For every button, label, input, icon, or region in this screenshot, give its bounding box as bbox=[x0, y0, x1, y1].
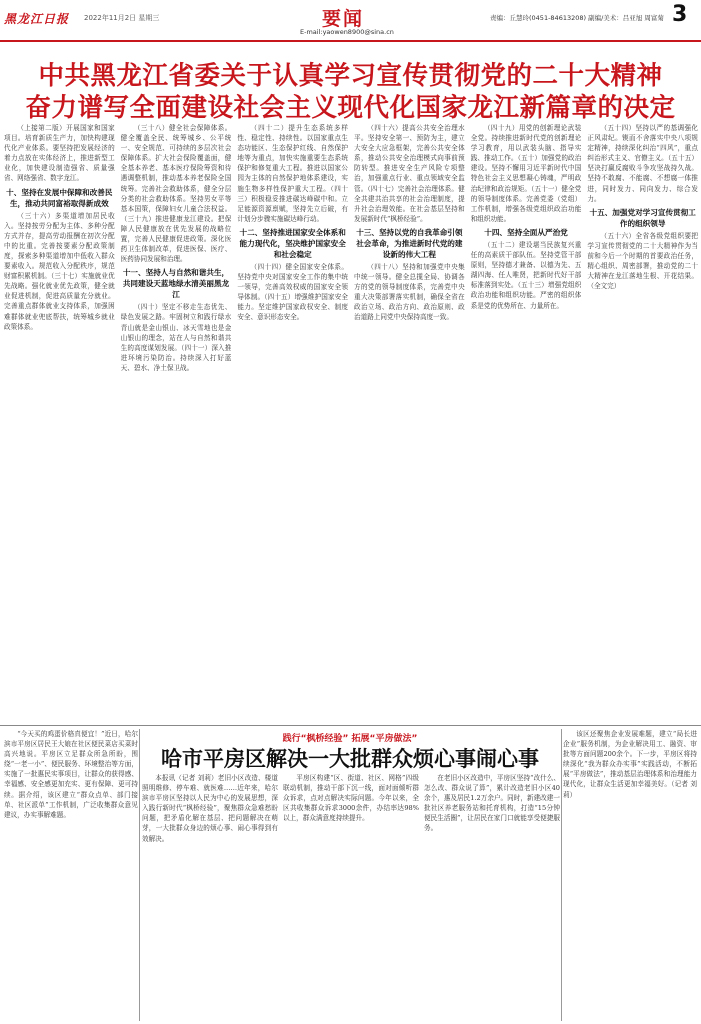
paragraph: （四十六）提高公共安全治理水平。坚持安全第一、预防为主，建立大安全大应急框架，完善公共安全体系，推动公共安全治理模式向事前预防转型。推进安全生产风险专项整治，加强重点行业、重点领域安全监管。（四十七）完善社会治理体系。健全共建共治共享的社会治理制度，提升社会治理效能。在社会基层坚持和发展新时代“枫桥经验”。 bbox=[354, 124, 465, 223]
paragraph: 平房区构建“区、街道、社区、网格”四级联动机制，推动干部下沉一线，面对面倾听群众诉求，点对点解决实际问题。今年以来，全区共收集群众诉求3000余件，办结率达98%以上，群众满意度持续提升。 bbox=[283, 774, 419, 823]
editor-credits: 责编：丘慧玲(0451-84613208) 副编/美术：吕亚旭 周富菊 bbox=[490, 14, 664, 22]
paragraph: “今天买的鸡蛋价格真便宜！”近日，哈尔滨市平房区居民王大娘在社区便民菜店买菜时高兴地说。平房区立足群众所急所盼，围绕“一老一小”、便民服务、环境整治等方面，实施了一批惠民实事项目，让群众的获得感、幸福感、安全感更加充实、更有保障、更可持续。据介绍，该区建立“群众点单、部门接单、社区派单”工作机制，广泛收集群众意见建议，办实事解难题。 bbox=[4, 730, 138, 819]
subheading: 十二、坚持推进国家安全体系和能力现代化，坚决维护国家安全和社会稳定 bbox=[239, 227, 346, 259]
section-title: 要闻 bbox=[322, 8, 365, 30]
paragraph: 该区还聚焦企业发展难题，建立“局长进企业”服务机制，为企业解决用工、融资、审批等方面问题200余个。下一步，平房区将持续深化“我为群众办实事”实践活动，不断拓展“平房做法”，推动基层治理体系和治理能力现代化，让群众生活更加幸福美好。（记者 刘莉） bbox=[563, 730, 697, 799]
story-kicker: 践行“枫桥经验” 拓展“平房做法” bbox=[282, 734, 418, 744]
paragraph: 在老旧小区改造中，平房区坚持“改什么、怎么改、群众说了算”，累计改造老旧小区40余个，惠及居民1.2万余户。同时，新建改建一批社区养老服务站和托育机构，打造“15分钟便民生活圈”，让居民在家门口就能享受便捷服务。 bbox=[424, 774, 560, 833]
subheading: 十四、坚持全面从严治党 bbox=[484, 227, 568, 237]
paragraph: （上接第二版）开展国家和国家项目。培育新质生产力，加快构建现代化产业体系。要坚持把发展经济的着力点放在实体经济上，推进新型工业化，加快建设制造强省、质量强省、网络强省、数字龙江。 bbox=[4, 124, 115, 183]
subheading: 十三、坚持以党的自我革命引领社会革命，为推进新时代党的建设新的伟大工程 bbox=[356, 227, 463, 259]
newspaper-logo: 黑龙江日报 bbox=[4, 12, 70, 26]
paragraph: （四十二）提升生态系统多样性、稳定性、持续性。以国家重点生态功能区、生态保护红线、自然保护地等为重点，加快实施重要生态系统保护和修复重大工程。推进以国家公园为主体的自然保护地体系建设，实施生物多样性保护重大工程。（四十三）积极稳妥推进碳达峰碳中和。立足能源资源禀赋，坚持先立后破，有计划分步骤实施碳达峰行动。 bbox=[237, 124, 349, 223]
article-column-4 bbox=[354, 123, 465, 723]
paragraph: （四十四）健全国家安全体系。坚持党中央对国家安全工作的集中统一领导，完善高效权威的国家安全领导体制。（四十五）增强维护国家安全能力。坚定维护国家政权安全、制度安全、意识形态安全。 bbox=[237, 262, 349, 322]
page-number: 3 bbox=[672, 2, 688, 27]
headline-line-1: 中共黑龙江省委关于认真学习宣传贯彻党的二十大精神 bbox=[38, 61, 663, 91]
article-column-1 bbox=[4, 123, 115, 723]
story-column-2 bbox=[283, 773, 419, 1021]
story-column-3 bbox=[424, 773, 560, 1021]
column-rule bbox=[561, 729, 562, 1021]
article-column-3 bbox=[237, 123, 348, 723]
headline-line-2: 奋力谱写全面建设社会主义现代化国家龙江新篇章的决定 bbox=[25, 93, 676, 123]
paragraph: （三十八）健全社会保障体系。健全覆盖全民、统筹城乡、公平统一、安全规范、可持续的多层次社会保障体系。扩大社会保险覆盖面，健全基本养老、基本医疗保险筹资和待遇调整机制，推动基本养老保险全国统筹。完善社会救助体系，健全分层分类的社会救助体系。坚持男女平等基本国策，保障妇女儿童合法权益。（三十九）推进健康龙江建设。把保障人民健康放在优先发展的战略位置，完善人民健康促进政策。深化医药卫生体制改革，促进医保、医疗、医药协同发展和治理。 bbox=[120, 124, 232, 264]
lower-left-column bbox=[4, 729, 138, 1019]
paragraph: （五十四）坚持以严的基调强化正风肃纪。锲而不舍落实中央八项规定精神，持续深化纠治“四风”，重点纠治形式主义、官僚主义。（五十五）坚决打赢反腐败斗争攻坚战持久战。坚持不敢腐、不能腐、不想腐一体推进，同时发力、同向发力、综合发力。 bbox=[587, 124, 699, 203]
issue-date: 2022年11月2日 星期三 bbox=[84, 14, 160, 22]
section-divider bbox=[0, 725, 701, 726]
paragraph: （四十八）坚持和加强党中央集中统一领导。健全总揽全局、协调各方的党的领导制度体系，完善党中央重大决策部署落实机制，确保全省在政治立场、政治方向、政治原则、政治道路上同党中央保持高度一致。 bbox=[354, 262, 465, 322]
section-email: E-mail:yaowen8900@sina.cn bbox=[300, 28, 394, 36]
story-body bbox=[142, 773, 560, 1021]
subheading: 十五、加强党对学习宣传贯彻工作的组织领导 bbox=[589, 207, 696, 228]
paragraph: （五十二）建设堪当民族复兴重任的高素质干部队伍。坚持党管干部原则，坚持德才兼备、以德为先、五湖四海、任人唯贤，把新时代好干部标准落到实处。（五十三）增强党组织政治功能和组织功能。严密的组织体系是党的优势所在、力量所在。 bbox=[470, 240, 582, 310]
article-column-2 bbox=[121, 123, 232, 723]
main-article-columns bbox=[4, 123, 698, 723]
subheading: 十一、坚持人与自然和谐共生，共同建设天蓝地绿水清美丽黑龙江 bbox=[122, 268, 230, 300]
story-column-1 bbox=[142, 773, 278, 1021]
paragraph: （四十）坚定不移走生态优先、绿色发展之路。牢固树立和践行绿水青山就是金山银山、冰天雪地也是金山银山的理念，站在人与自然和谐共生的高度谋划发展。（四十一）深入推进环境污染防治。持续深入打好蓝天、碧水、净土保卫战。 bbox=[120, 303, 232, 372]
article-column-5 bbox=[471, 123, 582, 723]
paragraph: （五十六）全省各级党组织要把学习宣传贯彻党的二十大精神作为当前和今后一个时期的首要政治任务，精心组织、周密部署，推动党的二十大精神在龙江落地生根、开花结果。（全文完） bbox=[587, 231, 699, 291]
paragraph: （三十六）多渠道增加居民收入。坚持按劳分配为主体、多种分配方式并存，提高劳动报酬在初次分配中的比重。完善按要素分配政策制度，探索多种渠道增加中低收入群众要素收入。规范收入分配秩序，规范财富积累机制。（三十七）实施就业优先战略。强化就业优先政策，健全就业促进机制，促进高质量充分就业。完善重点群体就业支持体系，加强困难群体就业兜底帮扶，统筹城乡就业政策体系。 bbox=[4, 211, 115, 331]
article-column-6 bbox=[587, 123, 698, 723]
story-title: 哈市平房区解决一大批群众烦心事闹心事 bbox=[161, 747, 539, 771]
paragraph: （四十九）用党的创新理论武装全党。持续推进新时代党的创新理论学习教育，用以武装头脑、指导实践、推动工作。（五十）加强党的政治建设。坚持不懈用习近平新时代中国特色社会主义思想凝心铸魂，严明政治纪律和政治规矩。（五十一）健全党的领导制度体系。完善党委（党组）工作机制，增强各级党组织政治功能和组织功能。 bbox=[470, 124, 582, 223]
masthead-rule bbox=[0, 40, 701, 42]
lower-right-column bbox=[563, 729, 697, 1019]
paragraph: 本报讯（记者 刘莉）老旧小区改造、楼道照明维修、停车难、就医难……近年来，哈尔滨市平房区坚持以人民为中心的发展思想，深入践行新时代“枫桥经验”，聚焦群众急难愁盼问题，把矛盾化解在基层、把问题解决在萌芽，一大批群众身边的烦心事、闹心事得到有效解决。 bbox=[142, 774, 278, 843]
subheading: 十、坚持在发展中保障和改善民生，推动共同富裕取得新成效 bbox=[6, 187, 113, 208]
masthead bbox=[0, 0, 701, 42]
